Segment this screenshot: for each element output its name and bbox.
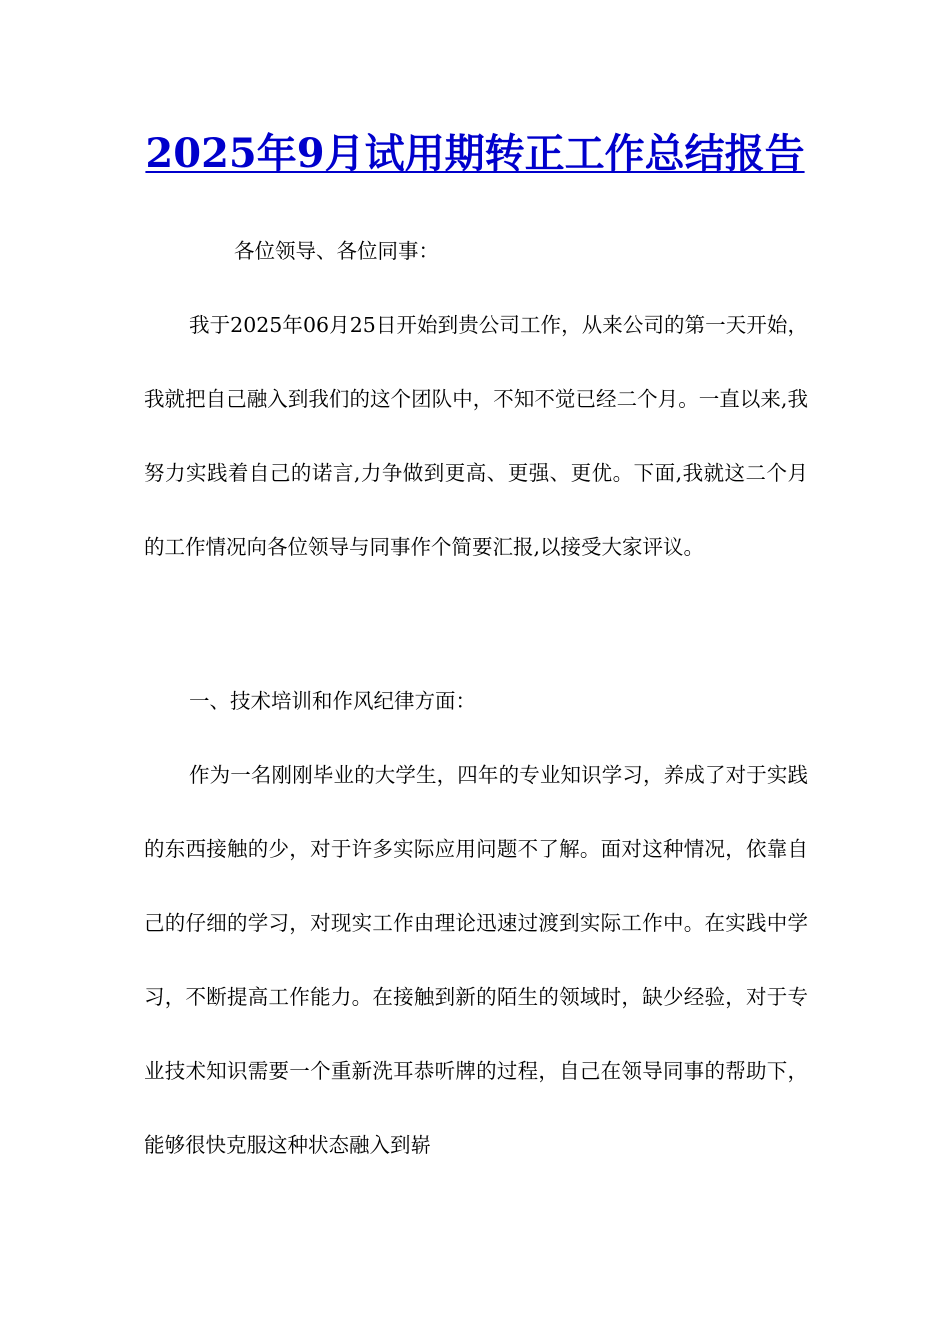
document-title-link[interactable]: 2025年9月试用期转正工作总结报告 xyxy=(145,130,805,177)
section-heading: 一、技术培训和作风纪律方面： xyxy=(189,689,476,713)
paragraph-section-1: 作为一名刚刚毕业的大学生，四年的专业知识学习，养成了对于实践的东西接触的少，对于许多实际应用问题不了解。面对这种情况，依靠自己的仔细的学习，对现实工作由理论迅速过渡到实际工作中。在实践中学习，不断提高工作能力。在接触到新的陌生的领域时，缺少经验，对于专业技术知识需要一个重新洗耳恭听牌的过程，自己在领导同事的帮助下，能够很快克服这种状态融入到崭 xyxy=(144,763,808,1157)
paragraph-intro: 我于2025年06月25日开始到贵公司工作，从来公司的第一天开始，我就把自己融入到我们的这个团队中，不知不觉已经二个月。一直以来,我努力实践着自己的诺言,力争做到更高、更强、更优。下面,我就这二个月的工作情况向各位领导与同事作个简要汇报,以接受大家评议。 xyxy=(144,313,808,559)
salutation: 各位领导、各位同事： xyxy=(234,239,439,263)
